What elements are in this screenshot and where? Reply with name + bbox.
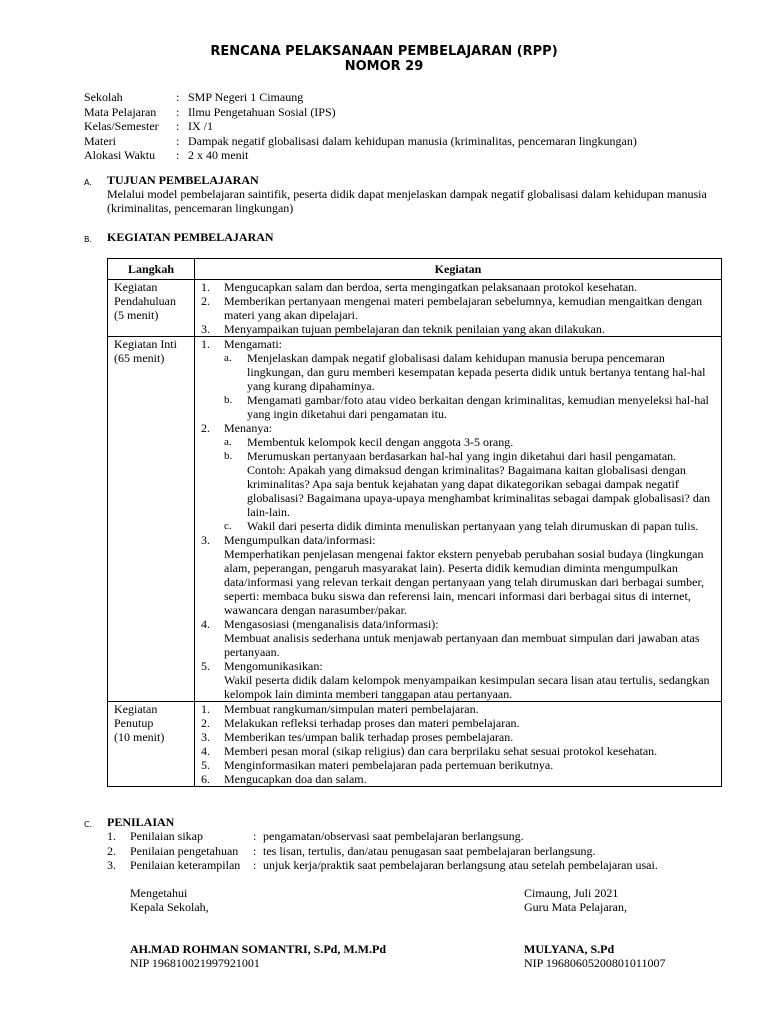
- section-letter-a: A.: [84, 178, 92, 187]
- assessment-value: pengamatan/observasi saat pembelajaran berlangsung.: [263, 829, 524, 843]
- sub-item: b. Merumuskan pertanyaan berdasarkan hal-hal yang ingin diketahui dari hasil pengamatan. Contoh: Apakah yang dimaksud dengan kriminalitas? Bagaimana kaitan globalisasi dengan kriminalitas? Apa saja bentuk kejahatan yang dapat dikategorikan sebagai dampak negatif globalisasi? Bagaimana upaya-upaya menghambat kriminalitas sebagai dampak globalisasi? dan lain-lain.: [224, 449, 711, 519]
- item-title: Mengumpulkan data/informasi:: [224, 533, 376, 547]
- table-row-inti: [108, 337, 722, 702]
- header-langkah: Langkah: [108, 259, 195, 280]
- assessment-row: 2. Penilaian pengetahuan : tes lisan, tertulis, dan/atau penugasan saat pembelajaran berlangsung.: [107, 843, 596, 858]
- assessment-row: 3. Penilaian keterampilan : unjuk kerja/praktik saat pembelajaran berlangsung atau setelah pembelajaran usai.: [107, 858, 658, 872]
- info-value: IX /1: [188, 119, 213, 133]
- info-colon: :: [176, 148, 180, 162]
- signature-name: AH.MAD ROHMAN SOMANTRI, S.Pd, M.M.Pd: [130, 942, 386, 956]
- identity-block: [84, 90, 637, 163]
- info-label: Kelas/Semester: [84, 119, 159, 133]
- step-label: Kegiatan Inti: [114, 337, 177, 351]
- assessment-value: tes lisan, tertulis, dan/atau penugasan saat pembelajaran berlangsung.: [263, 843, 596, 858]
- title-line-2: NOMOR 29: [344, 59, 424, 74]
- item-title: Menanya:: [224, 421, 272, 435]
- activity-cell: [195, 337, 722, 702]
- section-body-tujuan: Melalui model pembelajaran saintifik, peserta didik dapat menjelaskan dampak negatif globalisasi dalam kehidupan manusia (kriminalitas, pencemaran lingkungan): [107, 187, 707, 215]
- sub-item: a. Membentuk kelompok kecil dengan anggota 3-5 orang.: [224, 435, 514, 449]
- info-label: Mata Pelajaran: [84, 104, 157, 119]
- list-item: 3. Memberikan tes/umpan balik terhadap proses pembelajaran.: [201, 730, 514, 744]
- section-letter-c: C.: [84, 820, 93, 829]
- step-label: Kegiatan: [114, 280, 158, 294]
- info-row-sekolah: [84, 90, 637, 105]
- step-cell: [108, 337, 195, 702]
- table-row-pendahuluan: [108, 280, 722, 337]
- section-title-kegiatan: KEGIATAN PEMBELAJARAN: [107, 230, 274, 244]
- signature-nip: NIP 196810021997921001: [130, 956, 260, 970]
- step-label: Kegiatan: [114, 702, 158, 716]
- info-value: Ilmu Pengetahuan Sosial (IPS): [188, 104, 336, 119]
- info-value: SMP Negeri 1 Cimaung: [188, 90, 304, 104]
- signature-place-date: Cimaung, Juli 2021: [524, 886, 619, 900]
- list-item: 6. Mengucapkan doa dan salam.: [201, 772, 367, 786]
- signature-role: Kepala Sekolah,: [130, 900, 209, 914]
- activity-list: [201, 280, 721, 336]
- document-title: [0, 44, 768, 74]
- signature-role: Guru Mata Pelajaran,: [524, 900, 627, 914]
- item-title: Mengamati:: [224, 337, 282, 351]
- list-item: 4. Memberi pesan moral (sikap religius) dan cara berprilaku sehat sesuai protokol kesehatan.: [201, 744, 658, 758]
- activity-list: [201, 702, 721, 786]
- list-item: 2. Melakukan refleksi terhadap proses dan materi pembelajaran.: [201, 716, 520, 730]
- list-item: 2. Menanya: a. Membentuk kelompok kecil dengan anggota 3-5 orang. b. Merumuskan pertanyaan berdasarkan hal-hal yang ingin diketahui dari hasil pengamatan. Contoh: Apakah yang dimaksud dengan kriminalitas? Bagaimana kaitan globalisasi dengan kriminalitas? Apa saja bentuk kejahatan yang dapat dikategorikan sebagai dampak negatif globalisasi? Bagaimana upaya-upaya menghambat kriminalitas sebagai dampak globalisasi? dan lain-lain. c. Wakil dari peserta didik diminta menuliskan pertanyaan yang telah dirumuskan di papan tulis.: [201, 421, 721, 533]
- step-cell: [108, 702, 195, 787]
- section-letter-b: B.: [84, 235, 93, 244]
- assessment-row: 1. Penilaian sikap : pengamatan/observasi saat pembelajaran berlangsung.: [107, 829, 524, 843]
- sub-list: [224, 351, 715, 421]
- assessment-label: Penilaian sikap: [130, 829, 203, 843]
- item-title: Mengasosiasi (menganalisis data/informasi):: [224, 617, 439, 631]
- info-label: Sekolah: [84, 90, 123, 104]
- list-item: 1. Mengamati: a. Menjelaskan dampak negatif globalisasi dalam kehidupan manusia berupa pencemaran lingkungan, dan guru memberi kesempatan kepada peserta didik untuk bertanya tentang hal-hal yang kurang dipahaminya. b. Mengamati gambar/foto atau video berkaitan dengan kriminalitas, kemudian menyeleksi hal-hal yang ingin diketahui dari pengamatan itu.: [201, 337, 721, 421]
- header-kegiatan: Kegiatan: [195, 259, 722, 280]
- assessment-value: unjuk kerja/praktik saat pembelajaran berlangsung atau setelah pembelajaran usai.: [263, 858, 658, 872]
- step-cell: [108, 280, 195, 337]
- info-row-mapel: [84, 105, 637, 120]
- assessment-label: Penilaian pengetahuan: [130, 843, 239, 858]
- info-row-materi: [84, 134, 637, 149]
- signature-headmaster: [130, 886, 386, 970]
- signature-line: Mengetahui: [130, 886, 188, 900]
- info-label: Materi: [84, 133, 116, 148]
- item-body: Membuat analisis sederhana untuk menjawab pertanyaan dan membuat simpulan dari jawaban atas pertanyaan.: [224, 631, 700, 659]
- title-line-1: RENCANA PELAKSANAAN PEMBELAJARAN (RPP): [210, 44, 558, 59]
- table-row-penutup: [108, 702, 722, 787]
- info-value: 2 x 40 menit: [188, 148, 249, 162]
- list-item: 1. Membuat rangkuman/simpulan materi pembelajaran.: [201, 702, 479, 716]
- list-item: 1. Mengucapkan salam dan berdoa, serta mengingatkan pelaksanaan protokol kesehatan.: [201, 280, 638, 294]
- sub-list: [224, 435, 715, 533]
- list-item: 3. Mengumpulkan data/informasi: Memperhatikan penjelasan mengenai faktor ekstern penyebab perubahan sosial budaya (lingkungan alam, peperangan, pengaruh masyarakat lain). Peserta didik kemudian diminta mengumpulkan data/informasi yang relevan terkait dengan pertanyaan yang telah dirumuskan dari berbagai sumber, seperti: membaca buku siswa dan referensi lain, mencari informasi dari berbagai situs di internet, wawancara dengan narasumber/pakar.: [201, 533, 721, 617]
- item-body: Wakil peserta didik dalam kelompok menyampaikan kesimpulan secara lisan atau tertulis, sedangkan kelompok lain diminta memberi tanggapan atau pertanyaan.: [224, 673, 710, 701]
- info-colon: :: [176, 119, 180, 133]
- signature-teacher: [524, 886, 665, 970]
- list-item: 2. Memberikan pertanyaan mengenai materi pembelajaran sebelumnya, kemudian mengaitkan dengan materi yang akan dipelajari.: [201, 294, 703, 322]
- sub-item: b. Mengamati gambar/foto atau video berkaitan dengan kriminalitas, kemudian menyeleksi hal-hal yang ingin diketahui dari pengamatan itu.: [224, 393, 709, 421]
- signature-name: MULYANA, S.Pd: [524, 942, 615, 956]
- activity-cell: [195, 280, 722, 337]
- activity-cell: [195, 702, 722, 787]
- activity-list: [201, 337, 721, 701]
- step-duration: (10 menit): [114, 730, 165, 744]
- step-duration: (5 menit): [114, 308, 159, 322]
- sub-item: c. Wakil dari peserta didik diminta menuliskan pertanyaan yang telah dirumuskan di papan tulis.: [224, 519, 699, 533]
- list-item: 4. Mengasosiasi (menganalisis data/informasi): Membuat analisis sederhana untuk menjawab pertanyaan dan membuat simpulan dari jawaban atas pertanyaan.: [201, 617, 721, 659]
- info-value: Dampak negatif globalisasi dalam kehidupan manusia (kriminalitas, pencemaran lingkungan): [188, 133, 637, 148]
- item-title: Mengomunikasikan:: [224, 659, 323, 673]
- activity-table: [107, 258, 722, 787]
- step-duration: (65 menit): [114, 351, 165, 365]
- section-title-penilaian: PENILAIAN: [107, 815, 175, 829]
- info-colon: :: [176, 133, 180, 148]
- table-header-row: [108, 259, 722, 280]
- sub-item: a. Menjelaskan dampak negatif globalisasi dalam kehidupan manusia berupa pencemaran lingkungan, dan guru memberi kesempatan kepada peserta didik untuk bertanya tentang hal-hal yang kurang dipahaminya.: [224, 351, 706, 393]
- info-colon: :: [176, 104, 180, 119]
- assessment-list: [107, 829, 658, 873]
- info-label: Alokasi Waktu: [84, 148, 156, 162]
- info-colon: :: [176, 90, 180, 104]
- list-item: 5. Mengomunikasikan: Wakil peserta didik dalam kelompok menyampaikan kesimpulan secara lisan atau tertulis, sedangkan kelompok lain diminta memberi tanggapan atau pertanyaan.: [201, 659, 721, 701]
- info-row-alokasi: [84, 148, 637, 163]
- section-title-tujuan: TUJUAN PEMBELAJARAN: [107, 173, 259, 187]
- list-item: 5. Menginformasikan materi pembelajaran pada pertemuan berikutnya.: [201, 758, 554, 772]
- step-label: Pendahuluan: [114, 294, 176, 308]
- info-row-kelas: [84, 119, 637, 134]
- step-label: Penutup: [114, 716, 154, 730]
- assessment-label: Penilaian keterampilan: [130, 858, 241, 872]
- item-body: Memperhatikan penjelasan mengenai faktor ekstern penyebab perubahan sosial budaya (lingkungan alam, peperangan, pengaruh masyarakat lain). Peserta didik kemudian diminta mengumpulkan data/informasi yang relevan terkait dengan pertanyaan yang telah dirumuskan dari berbagai sumber, seperti: membaca buku siswa dan referensi lain, mencari informasi dari berbagai situs di internet, wawancara dengan narasumber/pakar.: [224, 547, 704, 617]
- signature-nip: NIP 19680605200801011007: [524, 956, 666, 970]
- list-item: 3. Menyampaikan tujuan pembelajaran dan teknik penilaian yang akan dilakukan.: [201, 322, 605, 336]
